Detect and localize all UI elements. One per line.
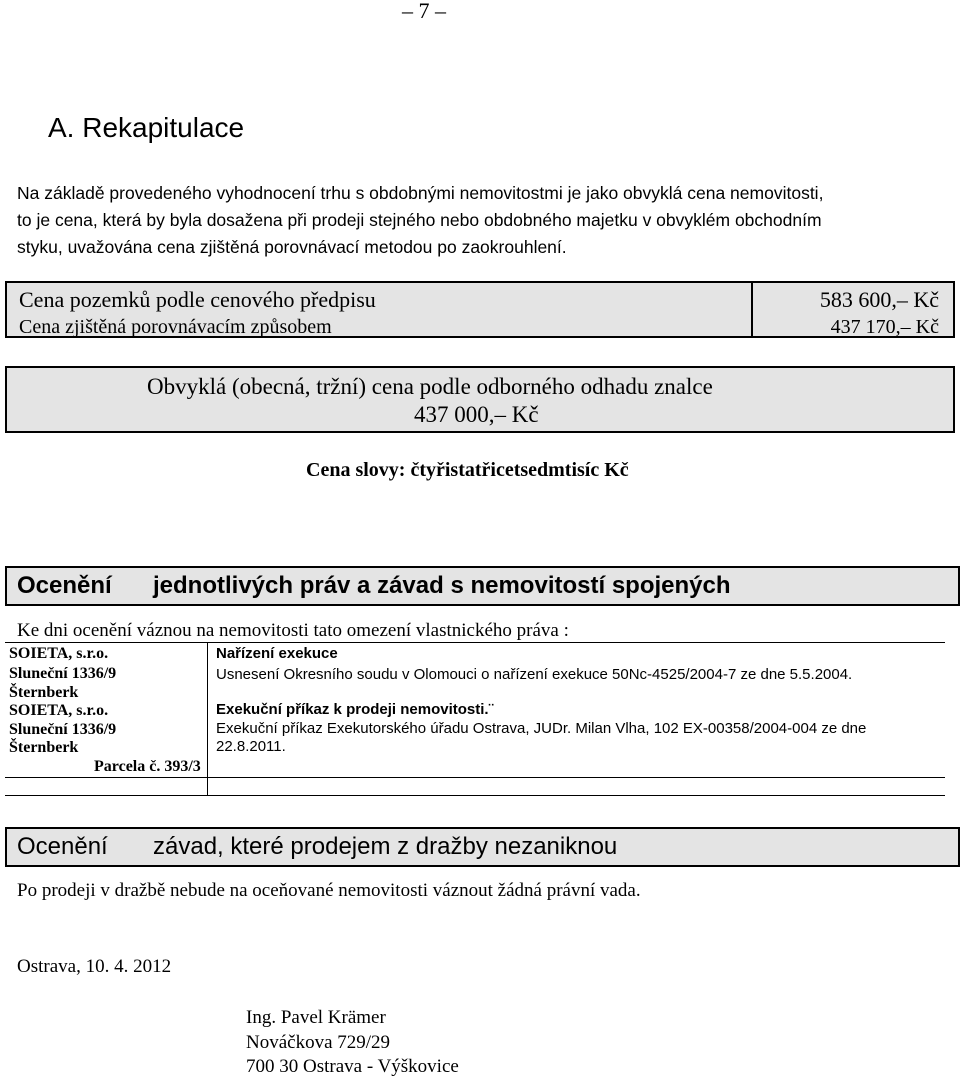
usual-price-box [5, 366, 955, 433]
date-place: Ostrava, 10. 4. 2012 [17, 956, 172, 977]
record-parcel: Parcela č. 393/3 [94, 758, 201, 775]
defects-section-label: Ocenění [17, 833, 108, 860]
usual-price-value: 437 000,– Kč [414, 402, 539, 427]
defects-section-title: závad, které prodejem z dražby nezaniknou [153, 833, 618, 860]
rights-section-title: jednotlivých práv a závad s nemovitostí spojených [153, 572, 731, 599]
section-title: A. Rekapitulace [48, 112, 245, 143]
land-price-label: Cena pozemků podle cenového předpisu [19, 287, 376, 312]
record-party-city: Šternberk [9, 739, 79, 756]
intro-line: to je cena, která by byla dosažena při prodeji stejného nebo obdobného majetku v obvyklém obchodním [17, 210, 822, 230]
record-party-name: SOIETA, s.r.o. [9, 702, 109, 719]
record-table-divider [207, 642, 208, 795]
record-party-street: Sluneční 1336/9 [9, 721, 117, 738]
price-table [5, 281, 955, 338]
record-heading: Nařízení exekuce [216, 645, 338, 662]
intro-line: Na základě provedeného vyhodnocení trhu s obdobnými nemovitostmi je jako obvyklá cena nemovitosti, [17, 183, 824, 203]
usual-price-label: Obvyklá (obecná, tržní) cena podle odborného odhadu znalce [147, 374, 713, 399]
signature-city: 700 30 Ostrava - Výškovice [246, 1056, 459, 1077]
defects-section-band [5, 827, 960, 867]
record-party-name: SOIETA, s.r.o. [9, 645, 109, 662]
price-labels-cell [7, 283, 753, 336]
intro-line: styku, uvažována cena zjištěná porovnávací metodou po zaokrouhlení. [17, 237, 567, 257]
record-party-street: Sluneční 1336/9 [9, 665, 117, 682]
rights-section-label: Ocenění [17, 572, 112, 599]
record-text: 22.8.2011. [216, 738, 286, 755]
record-table-top-line [5, 642, 945, 643]
page-number: – 7 – [402, 0, 446, 23]
comparison-price-value: 437 170,– Kč [830, 316, 939, 338]
record-party-city: Šternberk [9, 684, 79, 701]
record-text: Exekuční příkaz Exekutorského úřadu Ostrava, JUDr. Milan Vlha, 102 EX-00358/2004-004 ze dne [216, 720, 867, 737]
land-price-value: 583 600,– Kč [819, 287, 939, 312]
signature-name: Ing. Pavel Krämer [246, 1007, 386, 1028]
record-text: Usnesení Okresního soudu v Olomouci o nařízení exekuce 50Nc-4525/2004-7 ze dne 5.5.2004. [216, 666, 853, 683]
signature-street: Nováčkova 729/29 [246, 1032, 391, 1053]
burden-intro: Ke dni ocenění váznou na nemovitosti tato omezení vlastnického práva : [17, 620, 569, 641]
record-heading: Exekuční příkaz k prodeji nemovitosti.¨ [216, 701, 494, 718]
intro-paragraph [17, 180, 947, 261]
rights-section-band [5, 566, 960, 606]
price-in-words: Cena slovy: čtyřistatřicetsedmtisíc Kč [306, 459, 629, 481]
defects-text: Po prodeji v dražbě nebude na oceňované nemovitosti váznout žádná právní vada. [17, 880, 641, 901]
record-table-bottom-line [5, 795, 945, 796]
record-table-mid-line [5, 777, 945, 778]
comparison-price-label: Cena zjištěná porovnávacím způsobem [19, 316, 332, 338]
